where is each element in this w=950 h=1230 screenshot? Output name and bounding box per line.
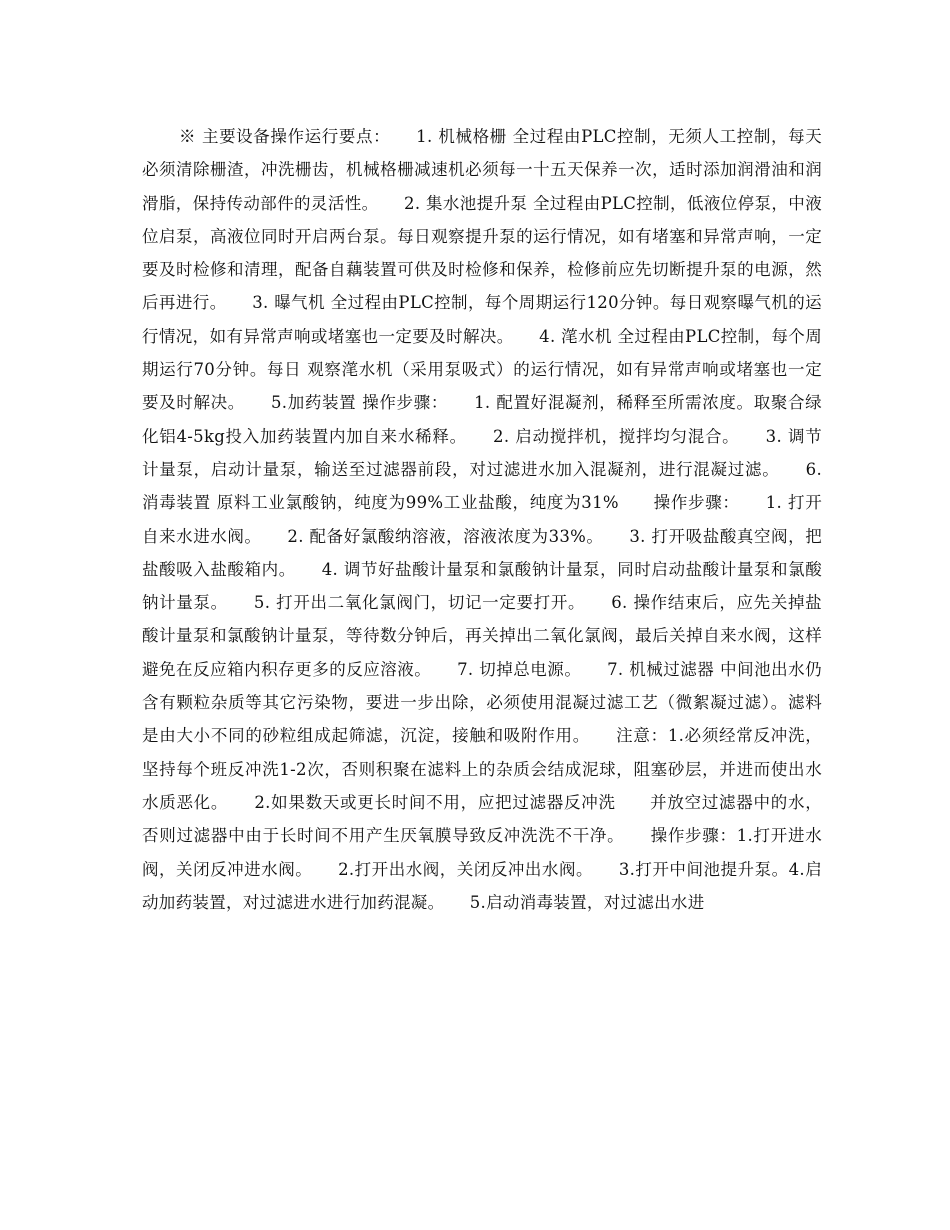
body-paragraph: ※ 主要设备操作运行要点： 1. 机械格栅 全过程由PLC控制，无须人工控制，每天必须清除栅渣，冲洗栅齿，机械格栅减速机必须每一十五天保养一次，适时添加润滑油和润滑脂，保持传动部件的灵活性。 2. 集水池提升泵 全过程由PLC控制，低液位停泵，中液位启泵，高液位同时开启两台泵。每日观察提升泵的运行情况，如有堵塞和异常声响，一定要及时检修和清理，配备自藕装置可供及时检修和保养，检修前应先切断提升泵的电源，然后再进行。 3. 曝气机 全过程由PLC控制，每个周期运行120分钟。每日观察曝气机的运行情况，如有异常声响或堵塞也一定要及时解决。 4. 滗水机 全过程由PLC控制，每个周期运行70分钟。每日 观察滗水机（采用泵吸式）的运行情况，如有异常声响或堵塞也一定要及时解决。 5.加药装置 操作步骤： 1. 配置好混凝剂，稀释至所需浓度。取聚合绿化铝4-5kg投入加药装置内加自来水稀释。 2. 启动搅拌机，搅拌均匀混合。 3. 调节计量泵，启动计量泵，输送至过滤器前段，对过滤进水加入混凝剂，进行混凝过滤。 6. 消毒装置 原料工业氯酸钠，纯度为99%工业盐酸，纯度为31% 操作步骤： 1. 打开自来水进水阀。 2. 配备好氯酸纳溶液，溶液浓度为33%。 3. 打开吸盐酸真空阀，把盐酸吸入盐酸箱内。 4. 调节好盐酸计量泵和氯酸钠计量泵，同时启动盐酸计量泵和氯酸钠计量泵。 5. 打开出二氧化氯阀门，切记一定要打开。 6. 操作结束后，应先关掉盐酸计量泵和氯酸钠计量泵，等待数分钟后，再关掉出二氧化氯阀，最后关掉自来水阀，这样避免在反应箱内积存更多的反应溶液。 7. 切掉总电源。 7. 机械过滤器 中间池出水仍含有颗粒杂质等其它污染物，要进一步出除，必须使用混凝过滤工艺（微絮凝过滤）。滤料是由大小不同的砂粒组成起筛滤，沉淀，接触和吸附作用。 注意：1.必须经常反冲洗，坚持每个班反冲洗1-2次，否则积聚在滤料上的杂质会结成泥球，阻塞砂层，并进而使出水水质恶化。 2.如果数天或更长时间不用，应把过滤器反冲洗 并放空过滤器中的水，否则过滤器中由于长时间不用产生厌氧膜导致反冲洗洗不干净。 操作步骤：1.打开进水阀，关闭反冲进水阀。 2.打开出水阀，关闭反冲出水阀。 3.打开中间池提升泵。4.启动加药装置，对过滤进水进行加药混凝。 5.启动消毒装置，对过滤出水进 — [142, 127, 822, 912]
